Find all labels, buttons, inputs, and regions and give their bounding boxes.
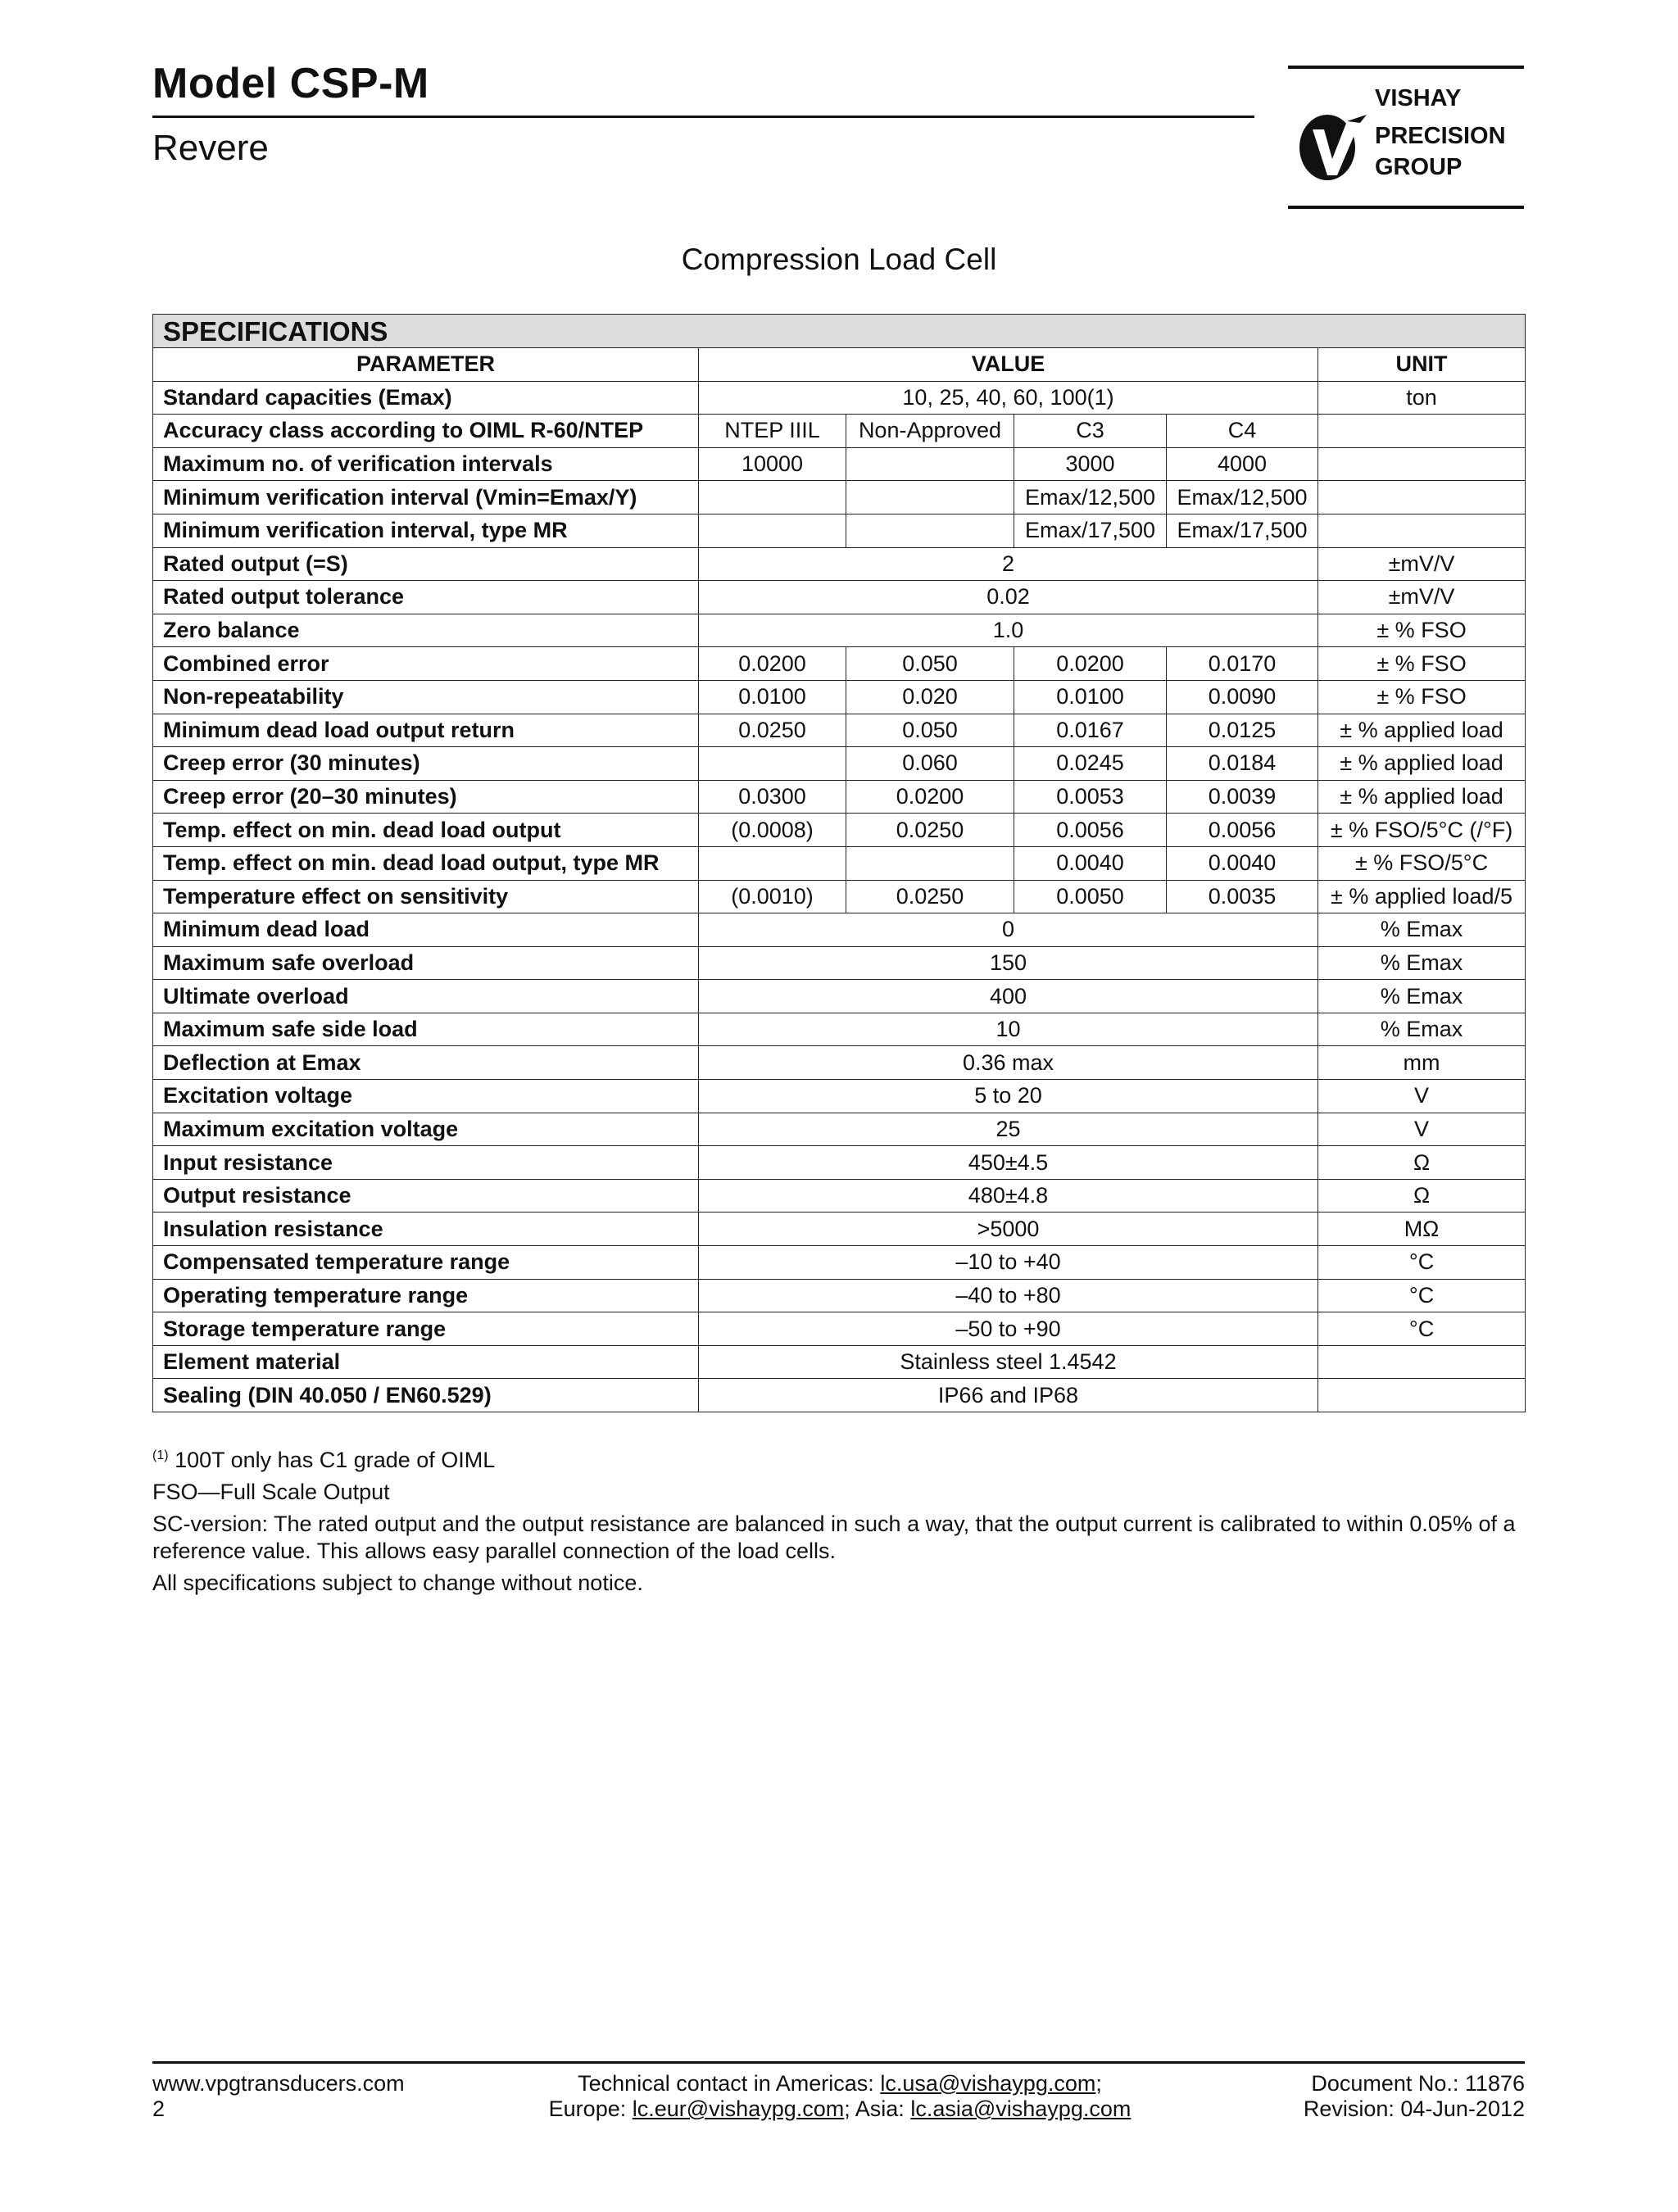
table-row — [153, 846, 1526, 880]
page-subtitle: Revere — [152, 128, 269, 168]
footnote-mark: (1) — [152, 1448, 169, 1462]
unit-cell: mm — [1318, 1046, 1526, 1080]
value-cell: 0.0100 — [1014, 680, 1167, 714]
value-cell: 450±4.5 — [699, 1146, 1318, 1180]
parameter-cell: Maximum safe overload — [153, 946, 699, 980]
unit-cell: ± % FSO/5°C (/°F) — [1318, 814, 1526, 847]
table-row — [153, 514, 1526, 547]
table-row — [153, 1379, 1526, 1412]
footnote-1 — [152, 1442, 1529, 1474]
value-cell: Non-Approved — [846, 415, 1014, 448]
parameter-cell: Standard capacities (Emax) — [153, 381, 699, 415]
value-cell: –50 to +90 — [699, 1312, 1318, 1346]
value-cell: 5 to 20 — [699, 1080, 1318, 1113]
unit-cell — [1318, 447, 1526, 481]
parameter-cell: Element material — [153, 1345, 699, 1379]
value-cell: 0.060 — [846, 747, 1014, 781]
parameter-cell: Output resistance — [153, 1179, 699, 1213]
parameter-cell: Operating temperature range — [153, 1279, 699, 1312]
value-cell: 0.0125 — [1167, 714, 1318, 747]
footer-website-link[interactable]: www.vpgtransducers.com — [152, 2071, 405, 2096]
value-cell: 150 — [699, 946, 1318, 980]
parameter-cell: Temp. effect on min. dead load output, type MR — [153, 846, 699, 880]
table-row — [153, 481, 1526, 514]
parameter-cell: Ultimate overload — [153, 980, 699, 1013]
parameter-cell: Temperature effect on sensitivity — [153, 880, 699, 913]
unit-cell: ±mV/V — [1318, 581, 1526, 614]
parameter-cell: Combined error — [153, 647, 699, 681]
parameter-cell: Compensated temperature range — [153, 1246, 699, 1280]
parameter-cell: Input resistance — [153, 1146, 699, 1180]
parameter-cell: Excitation voltage — [153, 1080, 699, 1113]
unit-cell: ± % FSO/5°C — [1318, 846, 1526, 880]
value-cell: 0.0090 — [1167, 680, 1318, 714]
table-row — [153, 714, 1526, 747]
unit-cell — [1318, 415, 1526, 448]
footer-left — [152, 2071, 405, 2122]
value-cell: 480±4.8 — [699, 1179, 1318, 1213]
value-cell: 10000 — [699, 447, 846, 481]
value-cell: 0.0053 — [1014, 780, 1167, 814]
parameter-cell: Rated output tolerance — [153, 581, 699, 614]
unit-cell: % Emax — [1318, 1013, 1526, 1046]
value-cell: 0.0040 — [1167, 846, 1318, 880]
table-row — [153, 1046, 1526, 1080]
value-cell — [846, 846, 1014, 880]
logo-rule-top — [1288, 66, 1524, 69]
table-row — [153, 614, 1526, 647]
table-row — [153, 581, 1526, 614]
value-cell: 0.0250 — [846, 880, 1014, 913]
value-cell: 0.0050 — [1014, 880, 1167, 913]
table-row — [153, 415, 1526, 448]
value-cell: –10 to +40 — [699, 1246, 1318, 1280]
table-row — [153, 1246, 1526, 1280]
parameter-cell: Creep error (30 minutes) — [153, 747, 699, 781]
value-cell: 25 — [699, 1113, 1318, 1146]
parameter-cell: Minimum verification interval (Vmin=Emax/Y) — [153, 481, 699, 514]
header-unit: UNIT — [1318, 348, 1526, 382]
table-row — [153, 1213, 1526, 1246]
parameter-cell: Deflection at Emax — [153, 1046, 699, 1080]
parameter-cell: Maximum excitation voltage — [153, 1113, 699, 1146]
unit-cell — [1318, 481, 1526, 514]
fso-definition: FSO—Full Scale Output — [152, 1480, 390, 1504]
sc-version-note: SC-version: The rated output and the output resistance are balanced in such a way, that the output current is calibrated to within 0.05% of a reference value. This allows easy parallel connection of the load cells. — [152, 1512, 1516, 1563]
value-cell: 0.02 — [699, 581, 1318, 614]
value-cell: 4000 — [1167, 447, 1318, 481]
value-cell: –40 to +80 — [699, 1279, 1318, 1312]
page-number: 2 — [152, 2096, 166, 2121]
parameter-cell: Sealing (DIN 40.050 / EN60.529) — [153, 1379, 699, 1412]
email-usa-link[interactable]: lc.usa@vishaypg.com — [880, 2071, 1096, 2096]
value-cell: C4 — [1167, 415, 1318, 448]
vishay-v-logo-icon — [1295, 110, 1370, 185]
value-cell: 0.050 — [846, 647, 1014, 681]
parameter-cell: Rated output (=S) — [153, 547, 699, 581]
value-cell: 0.0035 — [1167, 880, 1318, 913]
value-cell: 0.0056 — [1014, 814, 1167, 847]
parameter-cell: Insulation resistance — [153, 1213, 699, 1246]
value-cell: 0.0250 — [699, 714, 846, 747]
parameter-cell: Maximum safe side load — [153, 1013, 699, 1046]
unit-cell: Ω — [1318, 1179, 1526, 1213]
title-rule — [152, 116, 1254, 118]
value-cell: Emax/12,500 — [1014, 481, 1167, 514]
unit-cell: ± % FSO — [1318, 647, 1526, 681]
page-title: Model CSP-M — [152, 60, 429, 107]
parameter-cell: Temp. effect on min. dead load output — [153, 814, 699, 847]
value-cell: (0.0008) — [699, 814, 846, 847]
unit-cell: V — [1318, 1113, 1526, 1146]
table-row — [153, 547, 1526, 581]
unit-cell: V — [1318, 1080, 1526, 1113]
value-cell: 0.0200 — [699, 647, 846, 681]
value-cell: IP66 and IP68 — [699, 1379, 1318, 1412]
value-cell: 0.0167 — [1014, 714, 1167, 747]
value-cell: 0.0039 — [1167, 780, 1318, 814]
footer-rule — [152, 2061, 1525, 2064]
logo-text-precision: PRECISION — [1375, 123, 1506, 149]
value-cell: 0.0300 — [699, 780, 846, 814]
unit-cell: ±mV/V — [1318, 547, 1526, 581]
value-cell: 0.0184 — [1167, 747, 1318, 781]
value-cell: NTEP IIIL — [699, 415, 846, 448]
document-number: Document No.: 11876 — [1311, 2071, 1525, 2096]
table-row — [153, 1179, 1526, 1213]
parameter-cell: Accuracy class according to OIML R-60/NTEP — [153, 415, 699, 448]
value-cell: 1.0 — [699, 614, 1318, 647]
unit-cell: °C — [1318, 1312, 1526, 1346]
table-header-row — [153, 348, 1526, 382]
value-cell — [846, 447, 1014, 481]
value-cell — [846, 514, 1014, 547]
value-cell: Emax/17,500 — [1167, 514, 1318, 547]
email-eur-link[interactable]: lc.eur@vishaypg.com — [632, 2096, 845, 2121]
parameter-cell: Maximum no. of verification intervals — [153, 447, 699, 481]
value-cell: 0.0245 — [1014, 747, 1167, 781]
unit-cell: % Emax — [1318, 946, 1526, 980]
value-cell: 0.0100 — [699, 680, 846, 714]
value-cell: 0.0040 — [1014, 846, 1167, 880]
value-cell: C3 — [1014, 415, 1167, 448]
parameter-cell: Minimum dead load — [153, 913, 699, 947]
europe-label: Europe: — [548, 2096, 627, 2121]
unit-cell — [1318, 1345, 1526, 1379]
vishay-logo — [1288, 66, 1524, 210]
table-row — [153, 913, 1526, 947]
value-cell: 0.0200 — [846, 780, 1014, 814]
table-row — [153, 680, 1526, 714]
parameter-cell: Storage temperature range — [153, 1312, 699, 1346]
unit-cell — [1318, 1379, 1526, 1412]
document-heading: Compression Load Cell — [681, 243, 997, 276]
parameter-cell: Minimum dead load output return — [153, 714, 699, 747]
table-row — [153, 647, 1526, 681]
value-cell: 0.050 — [846, 714, 1014, 747]
value-cell: 0.0170 — [1167, 647, 1318, 681]
unit-cell: °C — [1318, 1279, 1526, 1312]
value-cell: 10 — [699, 1013, 1318, 1046]
unit-cell: Ω — [1318, 1146, 1526, 1180]
section-title-row — [153, 315, 1526, 348]
disclaimer: All specifications subject to change without notice. — [152, 1571, 643, 1595]
value-cell: 10, 25, 40, 60, 100(1) — [699, 381, 1318, 415]
logo-text-vishay: VISHAY — [1375, 85, 1462, 111]
table-row — [153, 1013, 1526, 1046]
footnote-text: 100T only has C1 grade of OIML — [175, 1448, 496, 1472]
footer-right — [1204, 2071, 1525, 2122]
value-cell: 400 — [699, 980, 1318, 1013]
contact-americas-label: Technical contact in Americas: — [578, 2071, 874, 2096]
unit-cell: % Emax — [1318, 913, 1526, 947]
asia-label: ; Asia: — [844, 2096, 905, 2121]
table-row — [153, 1146, 1526, 1180]
value-cell: 0.0250 — [846, 814, 1014, 847]
table-row — [153, 1080, 1526, 1113]
unit-cell: ton — [1318, 381, 1526, 415]
unit-cell: MΩ — [1318, 1213, 1526, 1246]
value-cell: (0.0010) — [699, 880, 846, 913]
unit-cell: ± % applied load — [1318, 780, 1526, 814]
table-row — [153, 1345, 1526, 1379]
parameter-cell: Minimum verification interval, type MR — [153, 514, 699, 547]
table-row — [153, 814, 1526, 847]
table-row — [153, 1113, 1526, 1146]
unit-cell: ± % applied load — [1318, 714, 1526, 747]
notes-section — [152, 1442, 1529, 1602]
value-cell: 3000 — [1014, 447, 1167, 481]
value-cell: Emax/17,500 — [1014, 514, 1167, 547]
revision-date: Revision: 04-Jun-2012 — [1303, 2096, 1525, 2121]
value-cell: 0.0200 — [1014, 647, 1167, 681]
table-row — [153, 447, 1526, 481]
value-cell: >5000 — [699, 1213, 1318, 1246]
unit-cell: ± % FSO — [1318, 614, 1526, 647]
unit-cell: ± % applied load — [1318, 747, 1526, 781]
unit-cell: ± % applied load/5 — [1318, 880, 1526, 913]
table-row — [153, 946, 1526, 980]
value-cell — [699, 846, 846, 880]
parameter-cell: Non-repeatability — [153, 680, 699, 714]
unit-cell — [1318, 514, 1526, 547]
table-row — [153, 880, 1526, 913]
specifications-table — [152, 314, 1526, 1412]
email-asia-link[interactable]: lc.asia@vishaypg.com — [910, 2096, 1132, 2121]
section-title: SPECIFICATIONS — [153, 315, 1526, 348]
unit-cell: % Emax — [1318, 980, 1526, 1013]
value-cell: 0.36 max — [699, 1046, 1318, 1080]
unit-cell: ± % FSO — [1318, 680, 1526, 714]
table-row — [153, 381, 1526, 415]
logo-text-group: GROUP — [1375, 154, 1463, 180]
parameter-cell: Zero balance — [153, 614, 699, 647]
footer-contact: Technical contact in Americas: lc.usa@vishaypg.com; Europe: lc.eur@vishaypg.com; Asia: lc.asia@vishaypg.com — [548, 2071, 1132, 2121]
value-cell: Stainless steel 1.4542 — [699, 1345, 1318, 1379]
table-row — [153, 980, 1526, 1013]
value-cell: Emax/12,500 — [1167, 481, 1318, 514]
table-row — [153, 1312, 1526, 1346]
parameter-cell: Creep error (20–30 minutes) — [153, 780, 699, 814]
value-cell — [699, 481, 846, 514]
header-parameter: PARAMETER — [153, 348, 699, 382]
header-value: VALUE — [699, 348, 1318, 382]
value-cell — [699, 747, 846, 781]
table-row — [153, 747, 1526, 781]
value-cell: 0 — [699, 913, 1318, 947]
unit-cell: °C — [1318, 1246, 1526, 1280]
value-cell: 2 — [699, 547, 1318, 581]
value-cell: 0.0056 — [1167, 814, 1318, 847]
table-row — [153, 1279, 1526, 1312]
value-cell — [699, 514, 846, 547]
value-cell: 0.020 — [846, 680, 1014, 714]
table-row — [153, 780, 1526, 814]
logo-rule-bottom — [1288, 206, 1524, 209]
value-cell — [846, 481, 1014, 514]
